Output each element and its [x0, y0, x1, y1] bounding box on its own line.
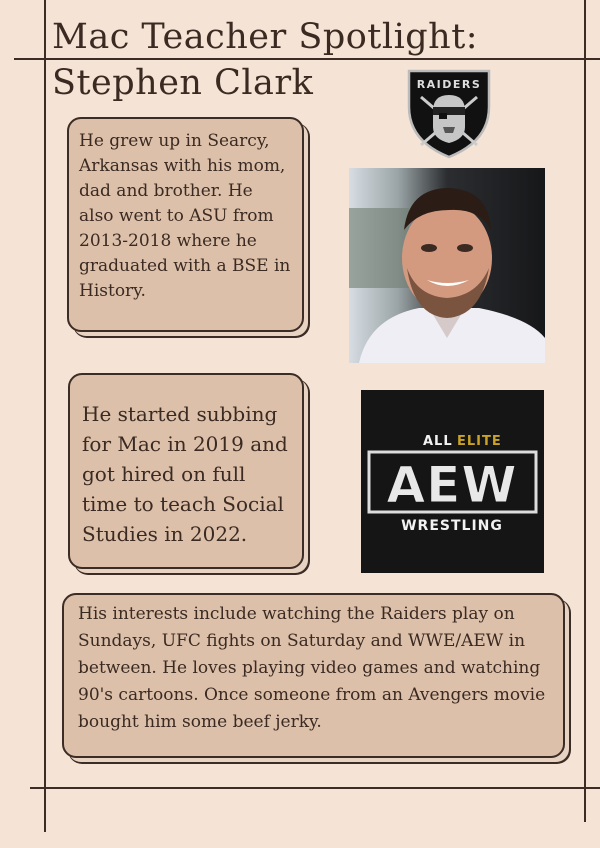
- raiders-logo: [403, 67, 495, 159]
- raiders-logo-text: RAIDERS: [416, 78, 482, 91]
- aew-main-text: AEW: [386, 456, 518, 514]
- frame-right-line: [584, 0, 586, 822]
- bio-card: [67, 117, 304, 332]
- aew-top-accent: ELITE: [457, 434, 502, 449]
- frame-left-line: [44, 0, 46, 832]
- aew-bottom-text: WRESTLING: [401, 518, 503, 534]
- title-line-1: Mac Teacher Spotlight:: [52, 17, 479, 57]
- interests-text: His interests include watching the Raiders play on Sundays, UFC fights on Saturday and WWE/AEW in between. He loves playing video games and watching 90's cartoons. Once someone from an Avengers movie bought him some beef jerky.: [78, 604, 546, 732]
- aew-logo: [361, 390, 544, 573]
- interests-card: [62, 593, 565, 758]
- career-text: He started subbing for Mac in 2019 and got hired on full time to teach Social Studies in 2022.: [82, 402, 288, 546]
- frame-bottom-line: [30, 787, 600, 789]
- bio-text: He grew up in Searcy, Arkansas with his mom, dad and brother. He also went to ASU from 2013-2018 where he graduated with a BSE in History.: [79, 131, 291, 301]
- career-card: [68, 373, 304, 569]
- teacher-photo: [349, 168, 545, 363]
- aew-top-text: ALL: [423, 434, 453, 449]
- title-line-2: Stephen Clark: [52, 63, 314, 103]
